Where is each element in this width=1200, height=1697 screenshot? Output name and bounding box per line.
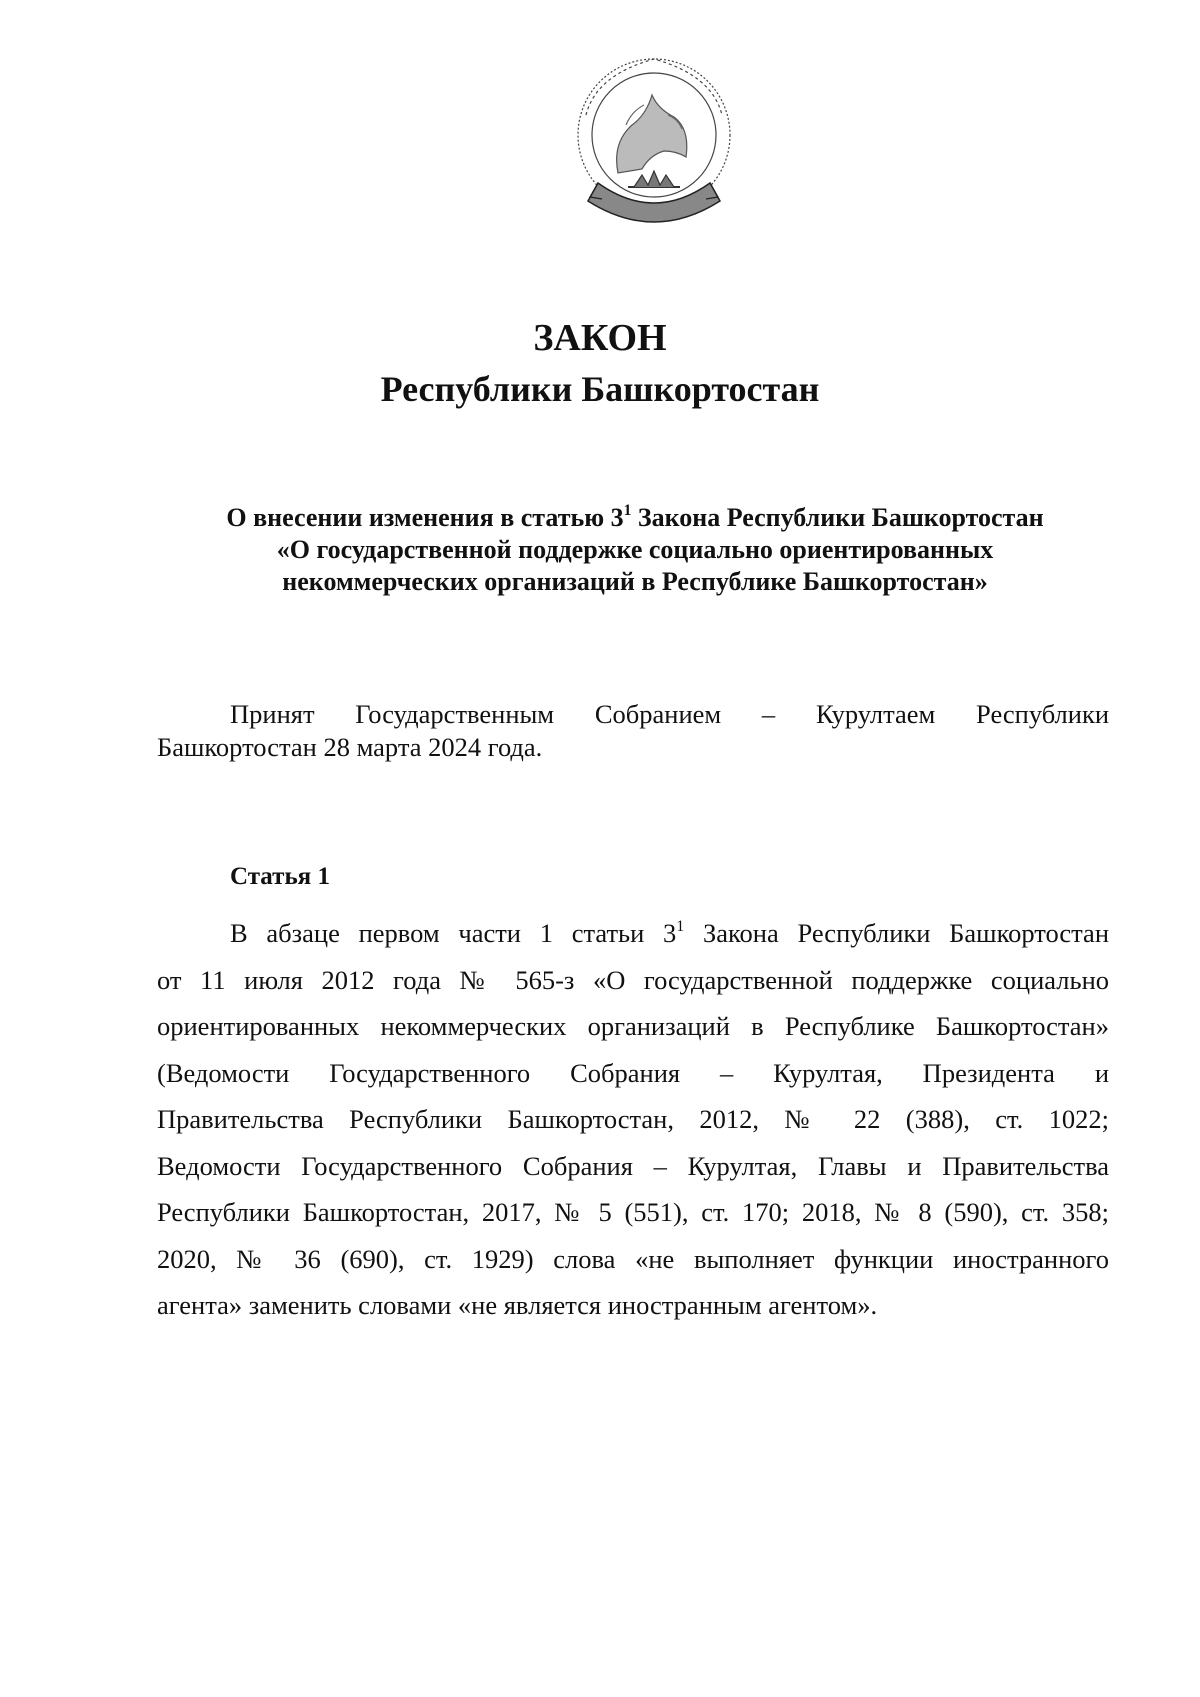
superscript: 1 bbox=[676, 917, 685, 935]
article-line: Правительства Республики Башкортостан, 2012, № 22 (388), ст. 1022; bbox=[157, 1104, 1109, 1134]
article-line bbox=[157, 910, 1109, 957]
law-subject-line bbox=[160, 502, 1110, 534]
bashkortostan-coat-of-arms-icon bbox=[568, 55, 740, 253]
article-line: Республики Башкортостан, 2017, № 5 (551), ст. 170; 2018, № 8 (590), ст. 358; bbox=[157, 1197, 1109, 1227]
adoption-line: Башкортостан 28 марта 2024 года. bbox=[157, 732, 543, 762]
article-text: В абзаце первом части 1 статьи 3 bbox=[230, 918, 677, 948]
article-line: от 11 июля 2012 года № 565-з «О государственной поддержке социально bbox=[157, 964, 1109, 995]
adoption-note bbox=[157, 698, 1109, 764]
law-title: ЗАКОН bbox=[533, 317, 667, 359]
law-subject-text: О внесении изменения в статью 3 bbox=[226, 503, 624, 532]
coat-of-arms-emblem bbox=[568, 55, 740, 253]
article-line: ориентированных некоммерческих организаций в Республике Башкортостан» bbox=[157, 1011, 1109, 1041]
law-subject-line: «О государственной поддержке социально ориентированных bbox=[276, 535, 994, 564]
article-line: Ведомости Государственного Собрания – Курултая, Главы и Правительства bbox=[157, 1150, 1109, 1181]
article-body bbox=[157, 910, 1109, 1329]
article-text: Закона Республики Башкортостан bbox=[684, 918, 1109, 948]
article-line: 2020, № 36 (690), ст. 1929) слова «не выполняет функции иностранного bbox=[157, 1243, 1109, 1274]
article-line: (Ведомости Государственного Собрания – Курултая, Президента и bbox=[157, 1057, 1109, 1088]
law-subject bbox=[160, 502, 1110, 598]
article-heading: Статья 1 bbox=[230, 863, 330, 890]
law-subject-text: Закона Республики Башкортостан bbox=[631, 503, 1044, 532]
law-title-republic: Республики Башкортостан bbox=[380, 369, 820, 409]
article-line: агента» заменить словами «не является иностранным агентом». bbox=[157, 1290, 878, 1320]
adoption-line: Принят Государственным Собранием – Курултаем Республики bbox=[230, 699, 1109, 729]
law-subject-line: некоммерческих организаций в Республике Башкортостан» bbox=[282, 567, 988, 596]
superscript: 1 bbox=[623, 502, 632, 520]
